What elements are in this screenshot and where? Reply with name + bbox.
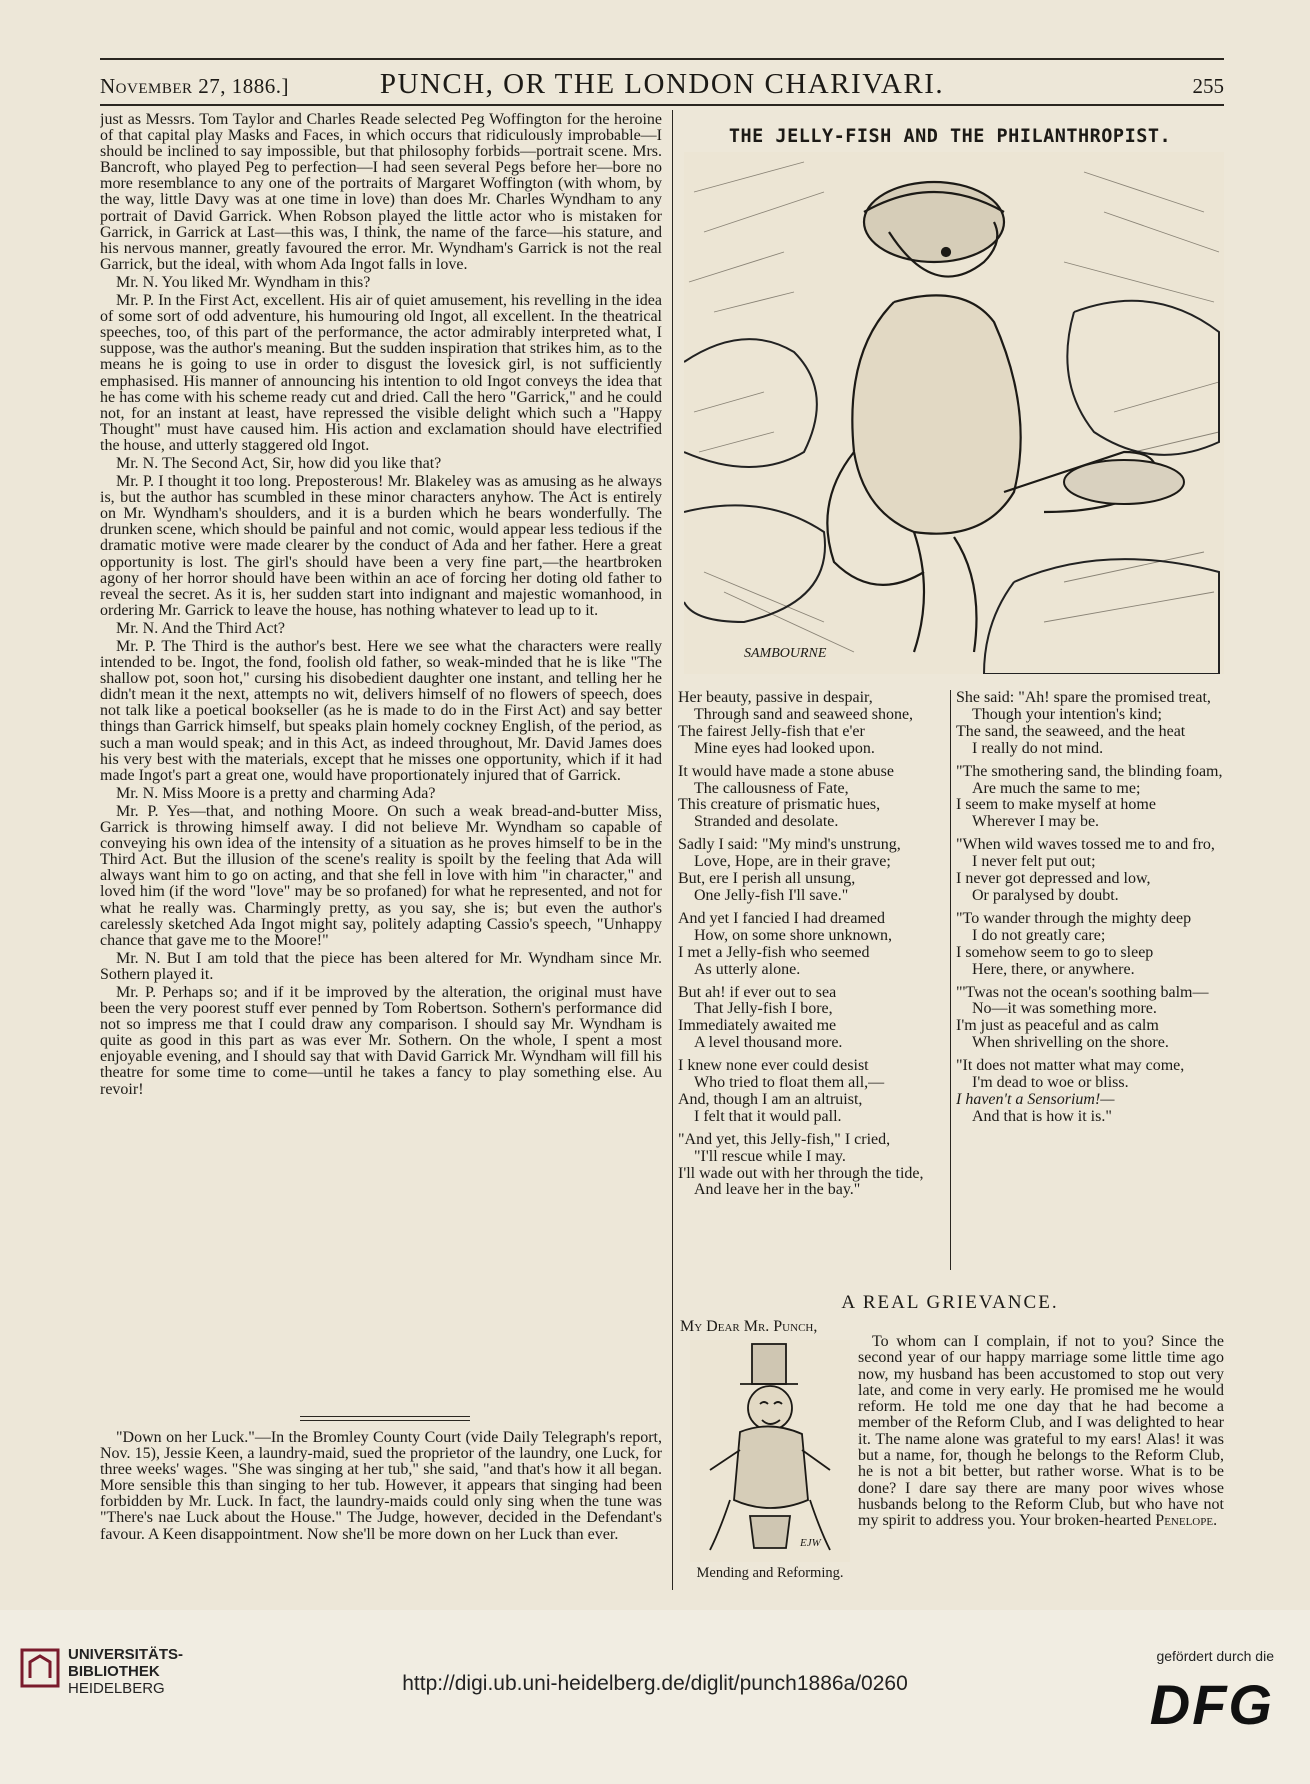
paragraph: Mr. P. I thought it too long. Preposterous! Mr. Blakeley was as amusing as he always is, but the author has scumbled in these minor characters anyhow. The Act is entirely on Mr. Wyndham's shoulders, and it is a burden which he bears wonderfully. The drunken scene, which should be painful and not comic, would appear less tedious if the dramatic motive were made clearer by the conduct of Ada and her father. Here a great opportunity is lost. The girl's should have been a very fine part,—the heartbroken agony of her horror should have been within an ace of forcing her doting old father to reveal the secret. As it is, her sudden start into indignant and majestic womanhood, in ordering Mr. Garrick to leave the house, has nothing whatever to lead up to it. [100, 473, 662, 619]
poem-line: Or paralysed by doubt. [972, 886, 1119, 904]
poem-line: "The smothering sand, the blinding foam, [956, 762, 1223, 780]
poem-line: But, ere I perish all unsung, [678, 870, 856, 888]
poem-right-column [956, 690, 1224, 1280]
luck-article [100, 1430, 662, 1590]
stanza [956, 911, 1224, 979]
luck-paragraph: "Down on her Luck."—In the Bromley County Court (vide Daily Telegraph's report, Nov. 15), Jessie Keen, a laundry-maid, sued the proprietor of the laundry, one Luck, for three weeks' wages. "She was singing at her tub," she said, "and that's how it all began. More sensible this than singing to her tub. However, it appears that singing had been forbidden by Mr. Luck. In fact, the laundry-maids could only sing when the tune was "There's nae Luck about the House." The Judge, however, decided in the Defendant's favour. A Keen disappointment. Now she'll be more down on her Luck than ever. [100, 1430, 662, 1543]
stanza [956, 985, 1224, 1053]
poem-line: Her beauty, passive in despair, [678, 690, 873, 706]
stanza [678, 985, 946, 1053]
top-rule [100, 58, 1224, 60]
digitization-footer [0, 1610, 1310, 1784]
paragraph: Mr. P. The Third is the author's best. Here we see what the characters were really intended to be. Ingot, the fond, foolish old father, so weak-minded that he is like "The shallow pot, soon hot," cursing his disobedient daughter one instant, and telling her he didn't mean it the next, attempts no wit, delivers himself of no flowers of speech, does not talk like a poetical bookseller (as he is made to do in the First Act) and say better things than Garrick himself, but speaks plain homely cockney English, of the period, as such a man would speak; and in this Act, as indeed throughout, Mr. David James does his very best with the materials, except that he misses one opportunity, which if it had made Ingot's part a great one, would have proportionately injured that of Garrick. [100, 638, 662, 784]
poem-line: A level thousand more. [694, 1034, 843, 1052]
poem-line: "I'll rescue while I may. [694, 1147, 846, 1165]
poem-line: Stranded and desolate. [694, 813, 839, 831]
jellyfish-blob [1064, 460, 1184, 504]
stanza [956, 764, 1224, 832]
stanza [678, 690, 946, 758]
poem-line: I never felt put out; [972, 853, 1096, 871]
poem-line: And leave her in the bay." [694, 1181, 861, 1199]
poem-line: And, though I am an altruist, [678, 1090, 863, 1108]
column-divider [672, 110, 673, 1590]
poem-line: But ah! if ever out to sea [678, 983, 837, 1001]
grievance-signature: Penelope. [1155, 1512, 1218, 1530]
grievance-title: A REAL GRIEVANCE. [841, 1292, 1059, 1313]
stanza [678, 1132, 946, 1200]
jellyfish-title: THE JELLY-FISH AND THE PHILANTHROPIST. [728, 126, 1172, 147]
stanza [678, 1058, 946, 1126]
paragraph: Mr. N. You liked Mr. Wyndham in this? [116, 273, 371, 291]
stanza [678, 764, 946, 832]
paragraph: Mr. N. And the Third Act? [116, 619, 286, 637]
poem-line: Wherever I may be. [972, 813, 1100, 831]
poem-line: Sadly I said: "My mind's unstrung, [678, 836, 901, 854]
funding-caption: gefördert durch die [1156, 1648, 1274, 1664]
poem-line: I seem to make myself at home [956, 796, 1156, 814]
stanza [956, 1058, 1224, 1126]
library-line: HEIDELBERG [68, 1680, 165, 1697]
poem-line: Immediately awaited me [678, 1017, 837, 1035]
paragraph: Mr. N. The Second Act, Sir, how did you like that? [116, 454, 442, 472]
poem-line: Are much the same to me; [972, 779, 1141, 797]
poem-line: "When wild waves tossed me to and fro, [956, 836, 1215, 854]
poem-line: I never got depressed and low, [956, 870, 1151, 888]
poem-line: The sand, the seaweed, and the heat [956, 722, 1186, 740]
poem-line: I haven't a Sensorium!— [956, 1090, 1115, 1108]
poem-left-column [678, 690, 946, 1280]
poem-line: "To wander through the mighty deep [956, 909, 1192, 927]
poem-line: Though your intention's kind; [972, 705, 1162, 723]
page-number: 255 [1192, 74, 1224, 98]
poem-line: Here, there, or anywhere. [972, 960, 1135, 978]
poem-line: This creature of prismatic hues, [678, 796, 881, 814]
poem-line: Who tried to float them all,— [694, 1074, 885, 1092]
illustration-caption: Mending and Reforming. [696, 1565, 844, 1581]
left-column-text [100, 112, 662, 1400]
poem-line: One Jelly-fish I'll save." [694, 886, 849, 904]
grievance-body [858, 1334, 1224, 1530]
stanza [956, 837, 1224, 905]
grievance-salutation: My Dear Mr. Punch, [680, 1318, 818, 1335]
poem-line: I do not greatly care; [972, 926, 1106, 944]
issue-date: November 27, 1886.] [100, 74, 289, 98]
jellyfish-illustration [684, 152, 1224, 674]
artist-signature: SAMBOURNE [744, 646, 827, 661]
paragraph: just as Messrs. Tom Taylor and Charles Reade selected Peg Woffington for the heroine of that capital play Masks and Faces, in which occurs that ridiculously improbable—I should be inclined to say impossible, but that philosophy forbids—portrait scene. Mrs. Bancroft, who played Peg to perfection—I had seen several Pegs before her—bore no more resemblance to any one of the portraits of Margaret Woffington (with whom, by the way, little Davy was at one time in love) than does Mr. Charles Wyndham to any portrait of David Garrick. When Robson played the little actor who is mistaken for Garrick, in Garrick at Last—this was, I think, the name of the farce—his stature, and his nervous manner, greatly favoured the error. Mr. Wyndham's Garrick is not the real Garrick, but the ideal, with whom Ada Ingot falls in love. [100, 112, 662, 273]
masthead-title: PUNCH, OR THE LONDON CHARIVARI. [379, 68, 945, 100]
dfg-logo: DFG [1149, 1673, 1274, 1736]
poem-line: I felt that it would pall. [694, 1107, 842, 1125]
poem-line: I really do not mind. [972, 739, 1104, 757]
paragraph: Mr. P. Perhaps so; and if it be improved by the alteration, the original must have been the very poorest stuff ever penned by Tom Robertson. Sothern's performance did not so impress me that I could draw any comparison. I should say Mr. Wyndham is quite as good in this part as was ever Mr. Sothern. On the whole, I spent a most enjoyable evening, and I should say that with David Garrick Mr. Wyndham will fill his theatre for some time to come—until he takes a fancy to play something else. Au revoir! [100, 983, 662, 1098]
poem-divider [950, 690, 951, 1270]
illustrator-mark: EJW [800, 1537, 821, 1549]
page-header [100, 66, 1224, 106]
poem-line: The callousness of Fate, [694, 779, 849, 797]
library-line: UNIVERSITÄTS- [68, 1646, 184, 1663]
reform-illustration [690, 1340, 850, 1562]
paragraph: Mr. P. In the First Act, excellent. His air of quiet amusement, his revelling in the idea of some sort of odd adventure, his humouring old Ingot, all excellent. In the theatrical speeches, too, of this part of the performance, the actor admirably interpreted what, I suppose, was the author's meaning. But the sudden inspiration that strikes him, as to the means he is going to use in order to disgust the lovesick girl, is not sufficiently emphasised. His manner of announcing his intention to old Ingot conveys the idea that he has come with his scheme ready cut and dried. Call the hero "Garrick," and he could not, for an instant at least, have repressed the visible delight which such a "Happy Thought" must have caused him. His action and exclamation should have electrified the house, and utterly staggered old Ingot. [100, 292, 662, 454]
poem-line: I somehow seem to go to sleep [956, 943, 1154, 961]
poem-line: "It does not matter what may come, [956, 1057, 1185, 1075]
poem-line: The fairest Jelly-fish that e'er [678, 722, 865, 740]
poem-line: Through sand and seaweed shone, [694, 705, 914, 723]
paragraph: Mr. N. Miss Moore is a pretty and charming Ada? [116, 784, 436, 802]
paragraph: Mr. N. But I am told that the piece has been altered for Mr. Wyndham since Mr. Sothern played it. [100, 949, 662, 983]
poem-line: "And yet, this Jelly-fish," I cried, [678, 1130, 891, 1148]
section-separator [300, 1420, 470, 1421]
poem-line: When shrivelling on the shore. [972, 1034, 1169, 1052]
poem-line: I knew none ever could desist [678, 1057, 869, 1075]
poem-line: I'm dead to woe or bliss. [972, 1074, 1129, 1092]
section-separator [300, 1416, 470, 1417]
permalink-url[interactable]: http://digi.ub.uni-heidelberg.de/diglit/punch1886a/0260 [402, 1672, 908, 1695]
grievance-letter [858, 1334, 1224, 1586]
poem-line: How, on some shore unknown, [694, 926, 893, 944]
grievance-body-text: To whom can I complain, if not to you? Since the second year of our happy marriage some little time ago now, my husband has been accustomed to stop out very late, and come in very early. He promised me he would reform. He told me one day that he had become a member of the Reform Club, and I was delighted to hear it. The name alone was grateful to my ears! Alas! it was but a name, for, though he belongs to the Reform Club, he is not a bit better, but rather worse. What is to be done? I dare say there are many poor wives whose husbands belong to the Reform Club, but who have not my spirit to address you. Your broken-hearted [858, 1334, 1224, 1530]
poem-line: No—it was something more. [972, 1000, 1157, 1018]
poem-line: As utterly alone. [694, 960, 801, 978]
paragraph: Mr. P. Yes—that, and nothing Moore. On such a weak bread-and-butter Miss, Garrick is throwing himself away. I did not believe Mr. Wyndham so capable of conveying his own idea of the intensity of a situation as he proves himself to be in the Third Act. But the illusion of the scene's reality is spoilt by the feeling that Ada will always want him to go on acting, and that she fell in love with him "in character," and loved him (if the word "love" may be so profaned) for what he represented, and not for what he really was. Charmingly pretty, as you say, she is; but even the author's carelessly sketched Ada Ingot might say, politely adapting Cassio's speech, "Unhappy chance that gave me to the Moore!" [100, 802, 662, 949]
poem-line: It would have made a stone abuse [678, 762, 894, 780]
poem-line: And yet I fancied I had dreamed [678, 909, 886, 927]
stanza [678, 911, 946, 979]
library-line: BIBLIOTHEK [68, 1663, 160, 1680]
poem-line: "'Twas not the ocean's soothing balm— [956, 983, 1209, 1001]
poem-line: I'll wade out with her through the tide, [678, 1164, 924, 1182]
poem-line: She said: "Ah! spare the promised treat, [956, 690, 1211, 706]
stanza [678, 837, 946, 905]
poem-line: And that is how it is." [972, 1107, 1112, 1125]
poem-line: That Jelly-fish I bore, [694, 1000, 833, 1018]
poem-line: Mine eyes had looked upon. [694, 739, 875, 757]
poem-line: I'm just as peaceful and as calm [956, 1017, 1159, 1035]
poem-line: Love, Hope, are in their grave; [694, 853, 891, 871]
poem-line: I met a Jelly-fish who seemed [678, 943, 870, 961]
stanza [956, 690, 1224, 758]
